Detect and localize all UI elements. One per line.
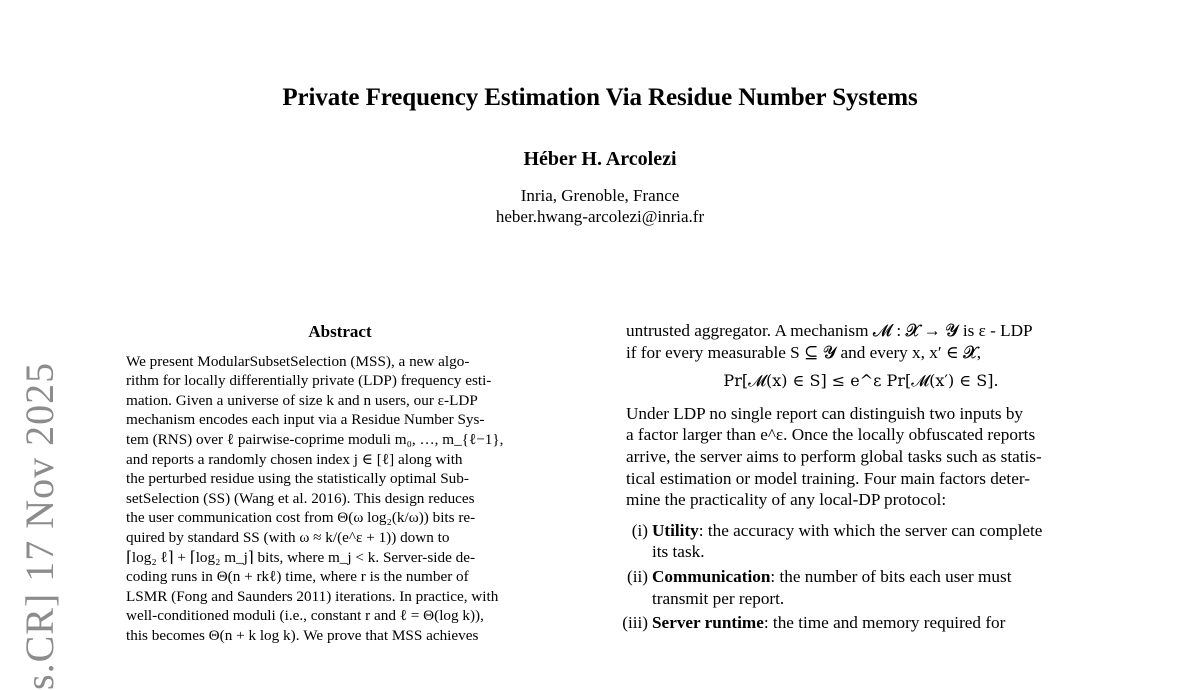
author-affiliation-block [0,185,1200,227]
abstract-column [126,322,554,646]
list-number: (ii) [627,566,648,586]
author-name: Héber H. Arcolezi [523,148,677,170]
text-line: untrusted aggregator. A mechanism 𝓜 : 𝓧 → 𝓨 is ε - LDP [626,321,1033,340]
list-text: : the time and memory required for [763,613,1006,633]
list-text: : the accuracy with which the server can complete [698,520,1043,540]
list-term: Utility [652,520,699,540]
abstract-line: rithm for locally differentially private (LDP) frequency esti- [126,372,492,390]
abstract-line: tem (RNS) over ℓ pairwise-coprime moduli m₀, …, m_{ℓ−1}, [126,430,504,448]
text-line: tical estimation or model training. Four main factors deter- [626,468,1030,488]
list-text-cont: transmit per report. [652,588,785,608]
intro-column [622,320,1096,637]
text-line: if for every measurable S ⊆ 𝓨 and every x, x′ ∈ 𝓧, [626,342,982,362]
abstract-line: the perturbed residue using the statistically optimal Sub- [126,470,469,488]
abstract-line: mation. Given a universe of size k and n users, our ε-LDP [126,391,478,409]
list-term: Server runtime [652,613,764,633]
list-item [622,612,1096,634]
list-number: (iii) [622,613,648,633]
factor-list [622,520,1096,634]
list-text-cont: its task. [652,542,705,562]
abstract-line: well-conditioned moduli (i.e., constant r and ℓ = Θ(log k)), [126,607,484,625]
paragraph-ldp-factors [626,403,1096,511]
text-line: arrive, the server aims to perform global tasks such as statis- [626,446,1042,466]
abstract-heading: Abstract [308,322,372,341]
abstract-line: the user communication cost from Θ(ω log₂(k/ω)) bits re- [126,509,476,527]
abstract-line: ⌈log₂ ℓ⌉ + ⌈log₂ m_j⌉ bits, where m_j < k. Server-side de- [126,548,476,566]
abstract-line: mechanism encodes each input via a Residue Number Sys- [126,411,485,429]
affiliation: Inria, Grenoble, France [520,186,680,205]
abstract-line: and reports a randomly chosen index j ∈ [ℓ] along with [126,450,463,468]
list-item [626,566,1096,609]
abstract-line: this becomes Θ(n + k log k). We prove that MSS achieves [126,626,479,644]
author-email: heber.hwang-arcolezi@inria.fr [495,207,705,226]
list-term: Communication [652,566,771,586]
text-line: Under LDP no single report can distinguish two inputs by [626,403,1024,423]
list-text: : the number of bits each user must [770,566,1012,586]
text-line: a factor larger than e^ε. Once the locally obfuscated reports [626,425,1036,445]
abstract-line: coding runs in Θ(n + rkℓ) time, where r is the number of [126,568,469,586]
list-number: (i) [631,520,648,540]
list-item [626,520,1096,563]
text-line: mine the practicality of any local-DP protocol: [626,490,947,510]
paragraph-ldp-definition [626,320,1096,363]
abstract-line: We present ModularSubsetSelection (MSS), a new algo- [126,352,470,370]
abstract-line: quired by standard SS (with ω ≈ k/(e^ε + 1)) down to [126,528,450,546]
abstract-line: setSelection (SS) (Wang et al. 2016). This design reduces [126,489,475,507]
abstract-line: LSMR (Fong and Saunders 2011) iterations. In practice, with [126,587,499,605]
display-equation: Pr[𝓜(x) ∈ S] ≤ e^ε Pr[𝓜(x′) ∈ S]. [723,371,999,391]
arxiv-side-stamp: s.CR] 17 Nov 2025 [17,361,62,690]
abstract-body [126,352,554,646]
paper-title: Private Frequency Estimation Via Residue Number Systems [282,84,918,111]
